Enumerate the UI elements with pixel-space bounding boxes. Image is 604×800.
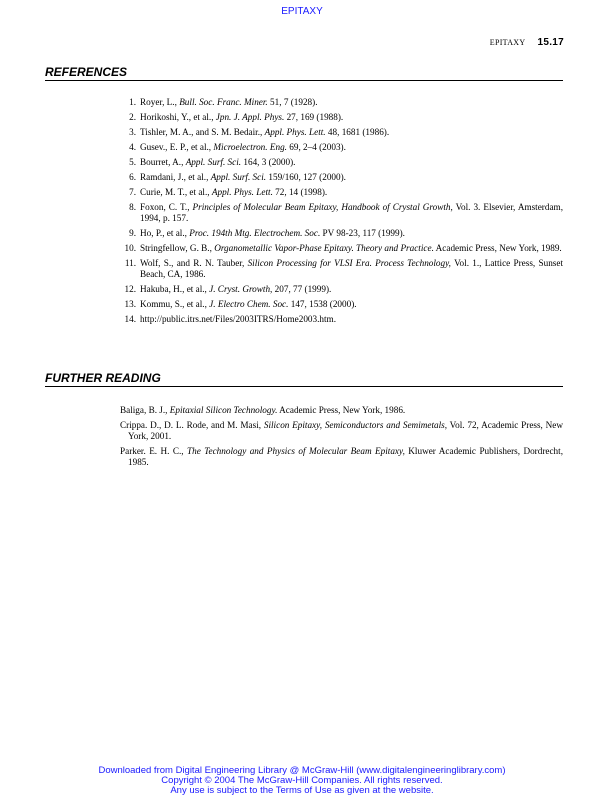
- reference-authors: Hakuba, H., et al.,: [140, 284, 210, 295]
- footer: [0, 766, 604, 796]
- reference-text: [136, 202, 563, 224]
- reference-details: 27, 169 (1988).: [284, 112, 344, 122]
- reference-details: 69, 2–4 (2003).: [286, 142, 346, 152]
- reference-authors: http://public.itrs.net/Files/2003ITRS/Home2003.htm.: [140, 314, 336, 325]
- reference-source: Appl. Phys. Lett.: [264, 127, 326, 137]
- reference-source: Jpn. J. Appl. Phys.: [215, 112, 285, 122]
- reference-number: 12.: [124, 284, 136, 295]
- reference-source: Microelectron. Eng.: [213, 142, 287, 152]
- reference-authors: Gusev., E. P., et al.,: [140, 142, 214, 152]
- further-reading-details: Vol. 72, Academic Press, New York, 2001.: [128, 419, 564, 441]
- reference-source: Silicon Processing for VLSI Era. Process Technology,: [247, 258, 451, 269]
- reference-details: 147, 1538 (2000).: [288, 299, 357, 310]
- reference-details: Vol. 3. Elsevier, Amsterdam, 1994, p. 157.: [140, 202, 563, 224]
- reference-item: [120, 142, 563, 153]
- reference-authors: Wolf, S., and R. N. Tauber,: [140, 258, 248, 269]
- further-reading-item: [120, 420, 563, 442]
- reference-authors: Ramdani, J., et al.,: [140, 172, 211, 182]
- reference-source: Organometallic Vapor-Phase Epitaxy. Theory and Practice.: [214, 243, 434, 254]
- reference-item: [120, 157, 563, 168]
- reference-number: 4.: [129, 142, 136, 152]
- reference-text: [136, 127, 563, 138]
- reference-authors: Bourret, A.,: [140, 157, 186, 167]
- reference-source: J. Electro Chem. Soc.: [209, 299, 289, 310]
- reference-text: [136, 97, 563, 108]
- reference-number: 10.: [124, 243, 136, 254]
- reference-item: [120, 97, 563, 108]
- reference-source: Appl. Surf. Sci.: [210, 172, 267, 182]
- reference-item: [120, 258, 563, 280]
- reference-item: [120, 172, 563, 183]
- further-reading-details: Academic Press, New York, 1986.: [277, 405, 406, 415]
- further-reading-title: The Technology and Physics of Molecular Beam Epitaxy,: [187, 445, 405, 456]
- reference-number: 6.: [129, 172, 136, 182]
- reference-text: [136, 284, 563, 295]
- reference-text: [136, 157, 563, 168]
- reference-authors: Foxon, C. T.,: [140, 202, 193, 212]
- footer-copyright[interactable]: Copyright © 2004 The McGraw-Hill Companies. All rights reserved.: [161, 775, 443, 786]
- reference-text: [136, 243, 563, 254]
- reference-details: 159/160, 127 (2000).: [266, 172, 346, 182]
- reference-authors: Kommu, S., et al.,: [140, 299, 210, 310]
- page-number: 15.17: [537, 37, 564, 48]
- reference-item: [120, 127, 563, 138]
- reference-number: 8.: [129, 202, 136, 212]
- reference-number: 9.: [129, 228, 136, 239]
- reference-item: [120, 299, 563, 310]
- reference-source: Principles of Molecular Beam Epitaxy, Handbook of Crystal Growth,: [192, 202, 453, 212]
- reference-item: [120, 228, 563, 239]
- reference-number: 14.: [124, 314, 136, 325]
- reference-text: [136, 228, 563, 239]
- further-reading-list: [120, 405, 563, 472]
- running-head-title: EPITAXY: [489, 38, 526, 47]
- reference-text: [136, 142, 563, 153]
- running-head: [490, 37, 564, 48]
- footer-download-link[interactable]: Downloaded from Digital Engineering Library @ McGraw-Hill (www.digitalengineeringlibrary.com): [98, 765, 506, 776]
- reference-source: Bull. Soc. Franc. Miner.: [179, 97, 268, 107]
- reference-number: 5.: [129, 157, 136, 167]
- reference-item: [120, 202, 563, 224]
- reference-details: 164, 3 (2000).: [241, 157, 296, 167]
- reference-text: [136, 187, 563, 198]
- further-reading-item: [120, 405, 563, 416]
- top-title-link[interactable]: EPITAXY: [281, 6, 323, 17]
- reference-text: [136, 172, 563, 183]
- reference-text: [136, 112, 563, 123]
- reference-number: 1.: [129, 97, 136, 107]
- reference-authors: Horikoshi, Y., et al.,: [140, 112, 216, 122]
- further-reading-rule: [45, 386, 563, 387]
- reference-details: 48, 1681 (1986).: [325, 127, 390, 137]
- further-reading-item: [120, 446, 563, 468]
- reference-text: [136, 258, 563, 280]
- reference-item: [120, 314, 563, 325]
- reference-source: Proc. 194th Mtg. Electrochem. Soc.: [189, 228, 321, 239]
- further-reading-heading: FURTHER READING: [45, 371, 161, 385]
- reference-item: [120, 187, 563, 198]
- references-heading: REFERENCES: [45, 65, 128, 79]
- reference-item: [120, 243, 563, 254]
- reference-details: Vol. 1., Lattice Press, Sunset Beach, CA, 1986.: [140, 258, 563, 280]
- footer-terms[interactable]: Any use is subject to the Terms of Use as given at the website.: [170, 785, 434, 796]
- references-rule: [45, 80, 563, 81]
- further-reading-authors: Crippa. D., D. L. Rode, and M. Masi,: [120, 419, 264, 430]
- references-list: [120, 97, 563, 329]
- reference-authors: Curie, M. T., et al.,: [140, 187, 212, 197]
- reference-authors: Ho, P., et al.,: [140, 228, 190, 239]
- reference-item: [120, 112, 563, 123]
- reference-authors: Royer, L.,: [140, 97, 180, 107]
- reference-details: 207, 77 (1999).: [272, 284, 332, 295]
- reference-source: J. Cryst. Growth,: [209, 284, 273, 295]
- reference-source: Appl. Surf. Sci.: [185, 157, 242, 167]
- reference-number: 7.: [129, 187, 136, 197]
- reference-item: [120, 284, 563, 295]
- reference-source: Appl. Phys. Lett.: [211, 187, 273, 197]
- reference-details: 51, 7 (1928).: [267, 97, 318, 107]
- reference-number: 11.: [124, 258, 136, 269]
- further-reading-authors: Baliga, B. J.,: [120, 405, 170, 415]
- reference-authors: Stringfellow, G. B.,: [140, 243, 215, 254]
- reference-text: [136, 314, 563, 325]
- reference-text: [136, 299, 563, 310]
- reference-details: 72, 14 (1998).: [272, 187, 328, 197]
- reference-number: 2.: [129, 112, 136, 122]
- reference-number: 3.: [129, 127, 136, 137]
- reference-details: Academic Press, New York, 1989.: [433, 243, 562, 254]
- further-reading-authors: Parker. E. H. C.,: [120, 445, 188, 456]
- reference-number: 13.: [124, 299, 136, 310]
- reference-details: PV 98-23, 117 (1999).: [320, 228, 405, 239]
- reference-authors: Tishler, M. A., and S. M. Bedair.,: [140, 127, 265, 137]
- further-reading-details: Kluwer Academic Publishers, Dordrecht, 1985.: [128, 445, 563, 467]
- further-reading-title: Epitaxial Silicon Technology.: [169, 405, 278, 415]
- further-reading-title: Silicon Epitaxy, Semiconductors and Semimetals,: [263, 419, 448, 430]
